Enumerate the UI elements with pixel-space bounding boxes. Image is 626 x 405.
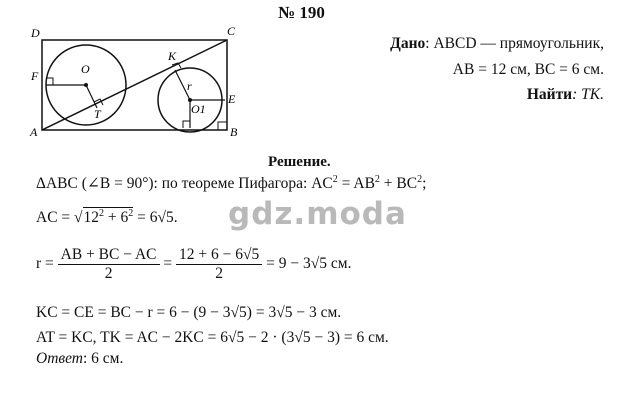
solution-line-1 xyxy=(36,174,426,193)
line2-left: AC = xyxy=(36,209,75,227)
line3-left: r = xyxy=(36,255,58,273)
line3-eq: = xyxy=(159,255,177,273)
line2-sup-a: 2 xyxy=(99,208,105,219)
given-label: Дано xyxy=(390,35,426,52)
find-text: : TK. xyxy=(572,86,604,103)
fraction-2 xyxy=(176,246,262,283)
fraction-2-num: 12 + 6 − 6√5 xyxy=(176,246,262,265)
line2-sup-b: 2 xyxy=(128,208,134,219)
solution-line-4: KC = CE = BC − r = 6 − (9 − 3√5) = 3√5 − 3 см. xyxy=(36,304,342,321)
line3-right: = 9 − 3√5 см. xyxy=(262,255,352,273)
line1-sup-c: 2 xyxy=(417,174,423,185)
fraction-1-den: 2 xyxy=(104,265,113,282)
label-f: F xyxy=(31,69,39,83)
line2-rad-a: 12 xyxy=(83,209,100,227)
label-r: r xyxy=(187,79,192,93)
given-line-2: AB = 12 см, BC = 6 см. xyxy=(452,61,604,78)
line2-radicand xyxy=(83,207,134,227)
line1-end: ; xyxy=(422,175,427,193)
given-line-1 xyxy=(390,35,604,53)
radius-ot xyxy=(86,85,97,108)
fraction-2-den: 2 xyxy=(215,265,224,282)
given-text: : ABCD — прямоугольник, xyxy=(425,35,604,52)
line2-rad-b: + 6 xyxy=(104,209,129,227)
geometry-figure xyxy=(22,22,237,140)
given-line-3 xyxy=(527,86,604,104)
answer-text: : 6 см. xyxy=(82,350,124,367)
label-k: K xyxy=(168,49,177,63)
label-c: C xyxy=(227,24,236,38)
solution-line-2: AC = $√12^2 + 6^2 = 6√5$. xyxy=(36,208,178,227)
solution-heading: Решение. xyxy=(268,154,331,170)
label-o: O xyxy=(81,62,90,76)
solution-line-3 xyxy=(36,246,351,283)
problem-number: № 190 xyxy=(278,3,325,22)
label-o1: O1 xyxy=(191,102,206,116)
label-d: D xyxy=(31,26,40,40)
fraction-1-num: AB + BC − AC xyxy=(58,246,160,265)
label-t: T xyxy=(94,107,101,121)
right-angle-bottom xyxy=(183,121,190,128)
find-label: Найти xyxy=(526,86,573,103)
line1-left: ΔABC (∠B = 90°): по теореме Пифагора: AC xyxy=(36,175,333,193)
watermark: gdz.moda xyxy=(228,196,407,232)
line1-sup-a: 2 xyxy=(332,174,338,185)
answer-label: Ответ xyxy=(36,350,83,367)
label-b: B xyxy=(230,125,237,139)
line2-right: = 6√5. xyxy=(133,209,178,227)
answer-line xyxy=(36,350,123,368)
line1-mid: = AB xyxy=(337,175,375,193)
right-angle-b xyxy=(218,122,227,130)
line1-mid2: + BC xyxy=(379,175,418,193)
solution-line-5: AT = KC, TK = AC − 2KC = 6√5 − 2 · (3√5 − 3) = 6 см. xyxy=(36,329,389,346)
label-a: A xyxy=(30,125,38,139)
label-e: E xyxy=(228,92,236,106)
line1-sup-b: 2 xyxy=(374,174,380,185)
fraction-1 xyxy=(58,246,160,283)
